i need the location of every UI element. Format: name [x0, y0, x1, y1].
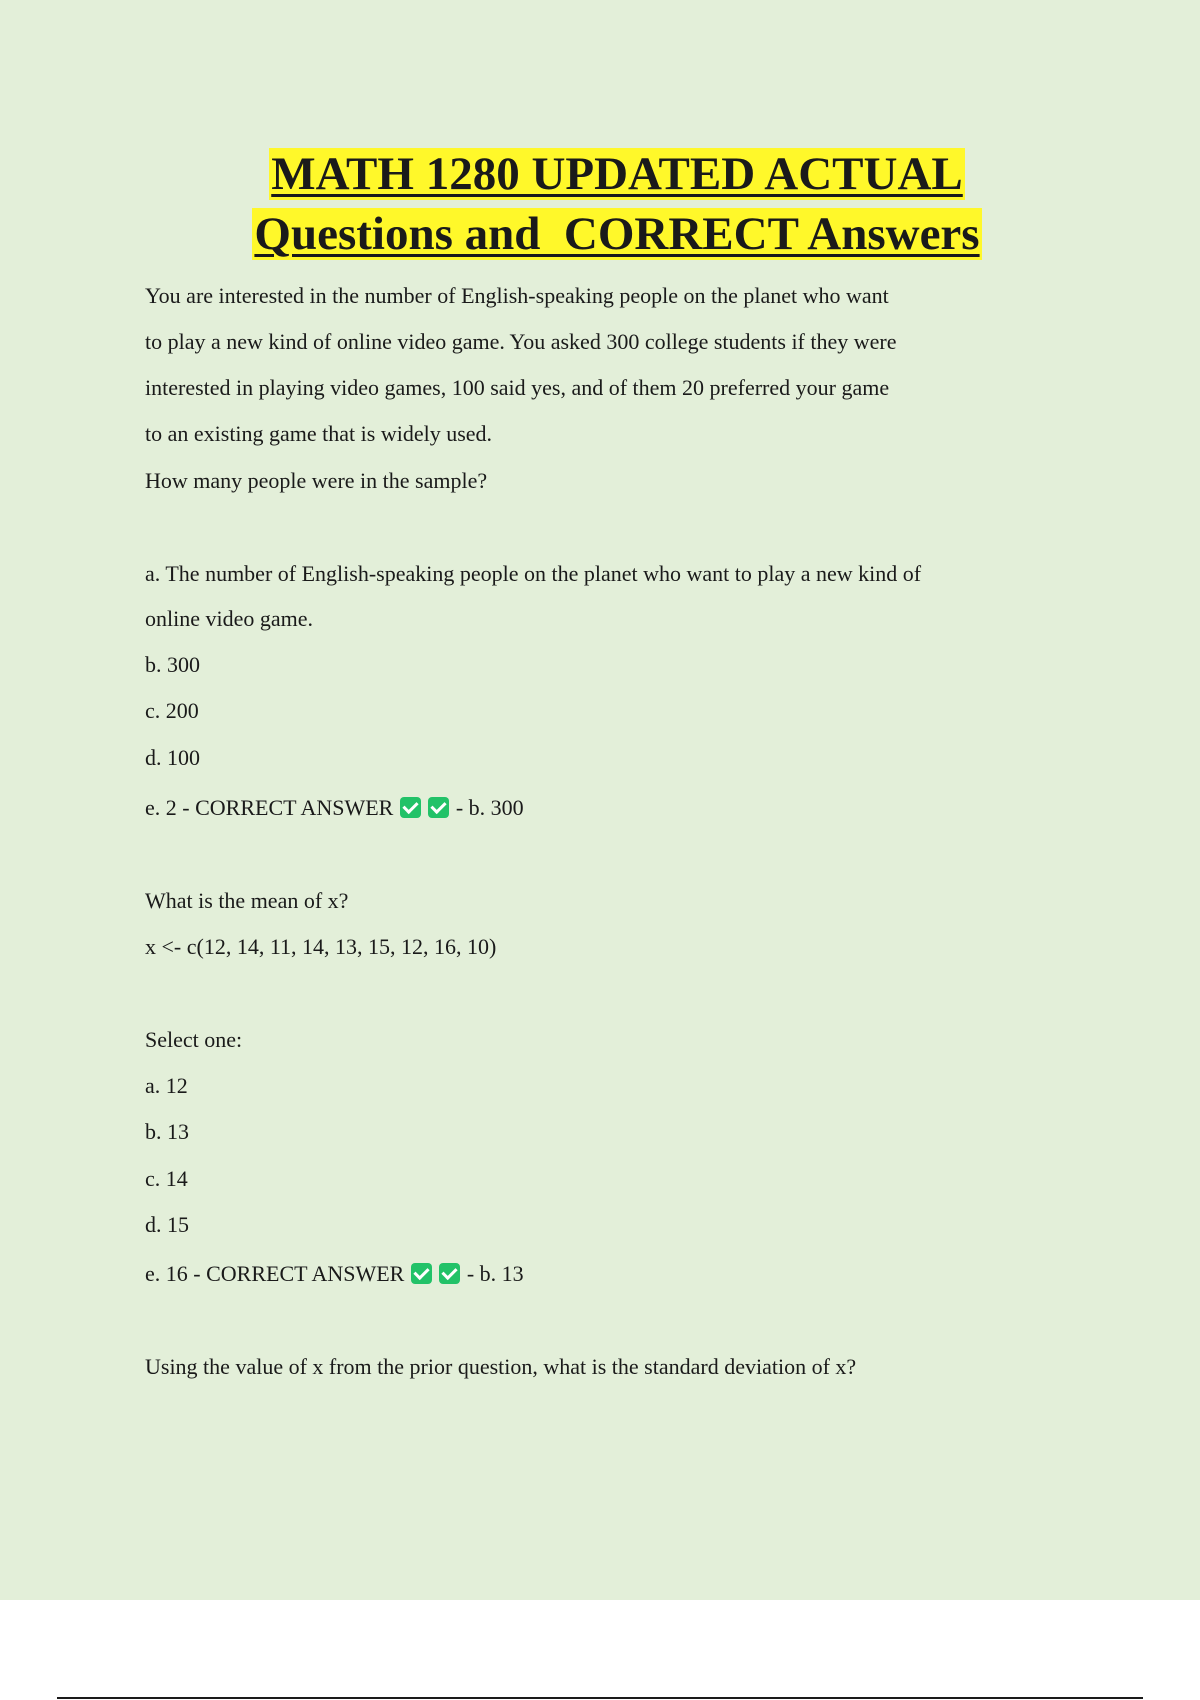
q1-text-line-3: interested in playing video games, 100 said yes, and of them 20 preferred your game	[145, 375, 890, 400]
footer-divider	[57, 1697, 1143, 1699]
q2-code: x <- c(12, 14, 11, 14, 13, 15, 12, 16, 10)	[145, 934, 497, 959]
q2-question: What is the mean of x?	[145, 888, 349, 913]
q1-option-c: c. 200	[145, 698, 199, 723]
title-line-2: Questions and CORRECT Answers	[254, 208, 980, 260]
q3-question: Using the value of x from the prior question, what is the standard deviation of x?	[145, 1354, 857, 1379]
q2-option-c: c. 14	[145, 1166, 188, 1191]
q2-option-e-label: e. 16 - CORRECT ANSWER	[145, 1261, 405, 1286]
q1-option-a-line-2: online video game.	[145, 606, 314, 631]
check-mark-icon	[439, 1263, 460, 1284]
q2-select-one: Select one:	[145, 1027, 243, 1052]
q1-answer: - b. 300	[455, 795, 524, 820]
q2-option-e	[145, 1260, 524, 1288]
q1-option-b: b. 300	[145, 652, 200, 677]
document-title	[0, 144, 1200, 264]
q1-option-e	[145, 794, 524, 822]
check-mark-icon	[400, 797, 421, 818]
q1-text-line-4: to an existing game that is widely used.	[145, 421, 493, 446]
q2-option-d: d. 15	[145, 1212, 189, 1237]
q1-question: How many people were in the sample?	[145, 468, 488, 493]
q2-answer: - b. 13	[466, 1261, 524, 1286]
check-mark-icon	[428, 797, 449, 818]
q1-option-d: d. 100	[145, 745, 200, 770]
title-line-1: MATH 1280 UPDATED ACTUAL	[271, 148, 963, 200]
q2-option-b: b. 13	[145, 1119, 189, 1144]
q2-option-a: a. 12	[145, 1073, 188, 1098]
check-mark-icon	[411, 1263, 432, 1284]
q1-option-a-line-1: a. The number of English-speaking people on the planet who want to play a new kind of	[145, 561, 922, 586]
q1-text-line-2: to play a new kind of online video game. You asked 300 college students if they were	[145, 329, 897, 354]
q1-text-line-1: You are interested in the number of English-speaking people on the planet who want	[145, 283, 889, 308]
q1-option-e-label: e. 2 - CORRECT ANSWER	[145, 795, 394, 820]
